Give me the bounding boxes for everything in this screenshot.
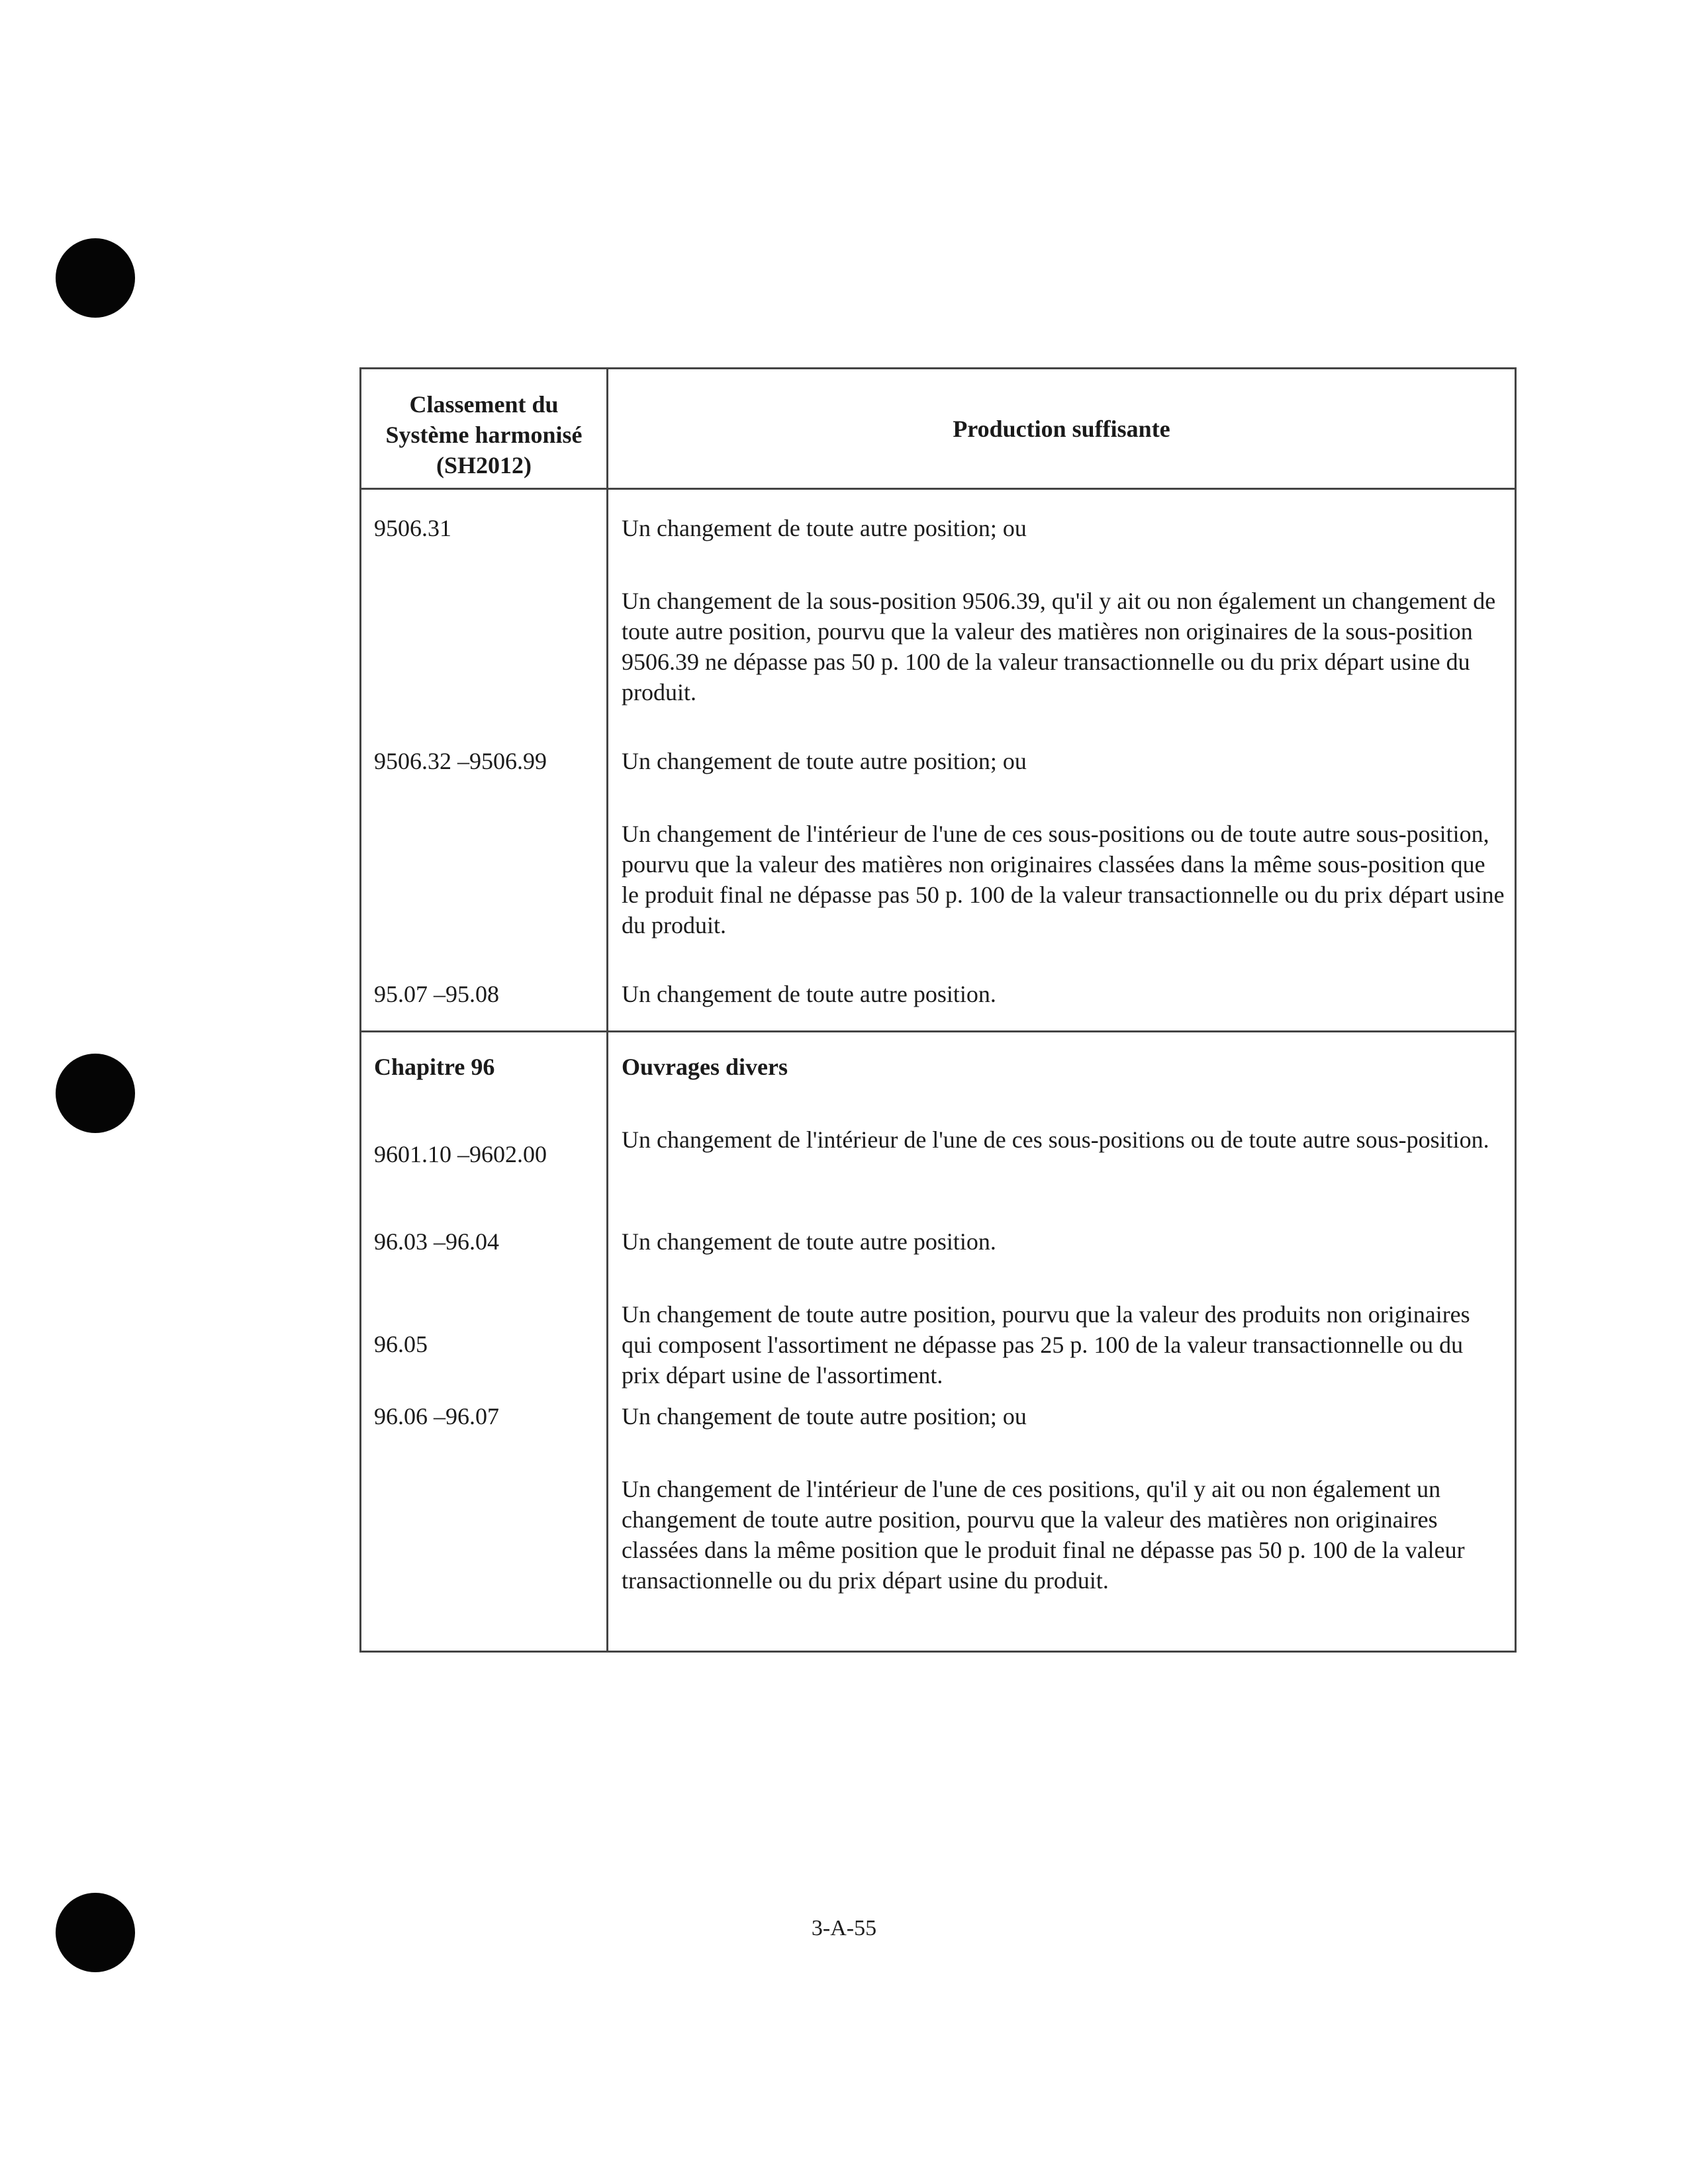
row-code: 96.06 –96.07 <box>374 1403 499 1430</box>
row-code: 95.07 –95.08 <box>374 981 499 1007</box>
row-text: Un changement de l'intérieur de l'une de ces positions, qu'il y ait ou non également un changement de toute autre position, pourvu que la valeur des matières non originaires classées dans la même position que le produit final ne dépasse pas 50 p. 100 de la valeur transactionnelle ou du prix départ usine du produit. <box>622 1476 1465 1594</box>
row-code: 96.03 –96.04 <box>374 1228 499 1255</box>
row-text: Un changement de toute autre position; ou <box>622 515 1027 541</box>
page-number: 3-A-55 <box>811 1916 877 1940</box>
chapter-label: Chapitre 96 <box>374 1054 495 1080</box>
row-text: Un changement de toute autre position. <box>622 1228 996 1255</box>
row-text: Un changement de toute autre position; ou <box>622 1403 1027 1430</box>
header-classification: Classement du Système harmonisé (SH2012) <box>385 391 583 478</box>
binder-hole-top <box>56 238 135 318</box>
row-text: Un changement de toute autre position, pourvu que la valeur des produits non originaires qui composent l'assortiment ne dépasse pas 25 p. 100 de la valeur transactionnelle ou du prix départ usine de l'assortiment. <box>622 1301 1470 1388</box>
row-text: Un changement de l'intérieur de l'une de ces sous-positions ou de toute autre sous-position. <box>622 1126 1489 1153</box>
chapter-title: Ouvrages divers <box>622 1054 788 1080</box>
table-border-bottom <box>359 1651 1517 1653</box>
table-border-right <box>1515 367 1517 1653</box>
table-border-top <box>359 367 1517 369</box>
row-text: Un changement de l'intérieur de l'une de ces sous-positions ou de toute autre sous-position, pourvu que la valeur des matières non originaires classées dans la même sous-position que le produit final ne dépasse pas 50 p. 100 de la valeur transactionnelle ou du prix départ usine du produit. <box>622 821 1505 938</box>
row-text: Un changement de la sous-position 9506.39, qu'il y ait ou non également un changement de toute autre position, pourvu que la valeur des matières non originaires de la sous-position 9506.39 ne dépasse pas 50 p. 100 de la valeur transactionnelle ou du prix départ usine du produit. <box>622 588 1496 705</box>
rules-table <box>359 367 1518 1653</box>
row-code: 9601.10 –9602.00 <box>374 1141 547 1167</box>
header-divider <box>359 488 1517 490</box>
column-divider <box>606 367 608 1653</box>
header-production: Production suffisante <box>953 416 1170 442</box>
row-text: Un changement de toute autre position. <box>622 981 996 1007</box>
row-text: Un changement de toute autre position; ou <box>622 748 1027 774</box>
chapter-divider <box>359 1030 1517 1032</box>
row-code: 9506.32 –9506.99 <box>374 748 547 774</box>
row-code: 96.05 <box>374 1331 428 1357</box>
row-code: 9506.31 <box>374 515 451 541</box>
binder-hole-middle <box>56 1054 135 1133</box>
table-border-left <box>359 367 361 1653</box>
